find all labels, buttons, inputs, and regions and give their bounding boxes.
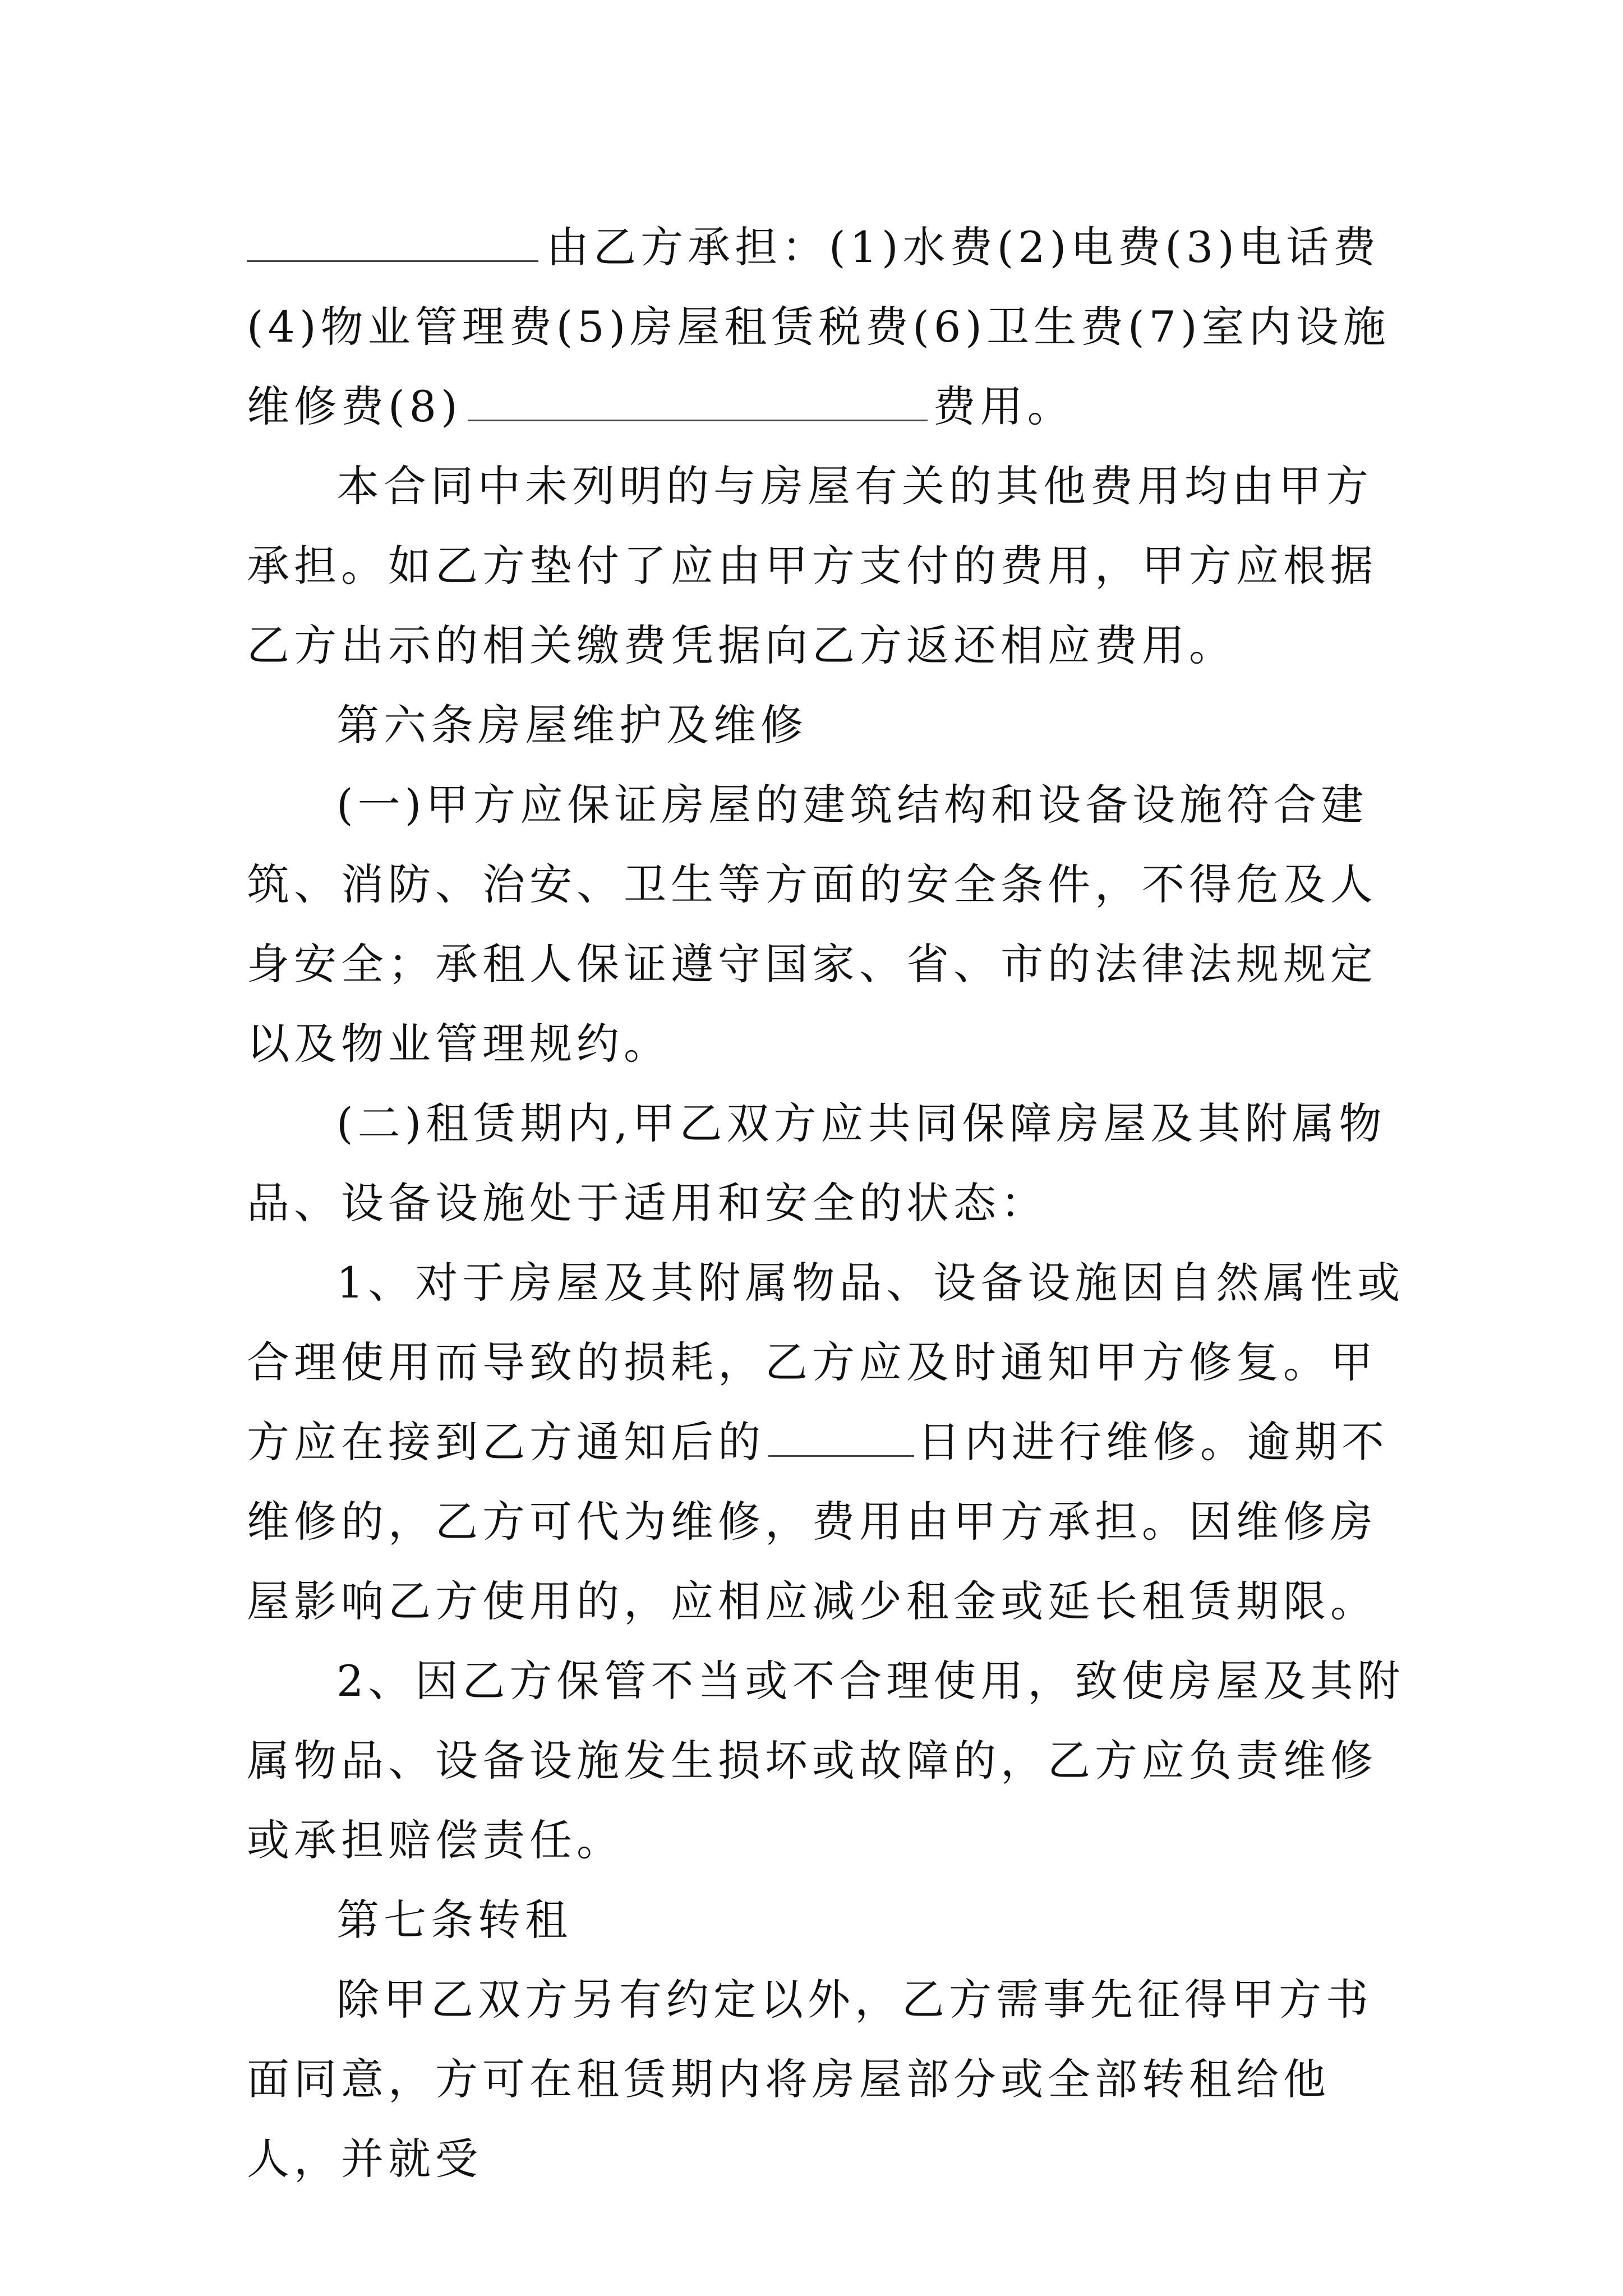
item-1-text-b: 日内进行维修。逾期不维修的，乙方可代为维修，费用由甲方承担。因维修房屋影响乙方使用的，应相应减少租金或延长租赁期限。	[247, 1417, 1389, 1626]
paragraph-article-6-item-2: 2、因乙方保管不当或不合理使用，致使房屋及其附属物品、设备设施发生损坏或故障的，乙方应负责维修或承担赔偿责任。	[247, 1656, 1405, 1865]
paragraph-other-fees: 本合同中未列明的与房屋有关的其他费用均由甲方承担。如乙方垫付了应由甲方支付的费用，甲方应根据乙方出示的相关缴费凭据向乙方返还相应费用。	[247, 461, 1377, 670]
paragraph-article-6-clause-1: (一)甲方应保证房屋的建筑结构和设备设施符合建筑、消防、治安、卫生等方面的安全条件，不得危及人身安全；承租人保证遵守国家、省、市的法律法规规定以及物业管理规约。	[247, 780, 1377, 1069]
paragraph-fees	[247, 208, 1419, 447]
fill-blank-other-fee	[468, 385, 928, 421]
document-page	[247, 208, 1419, 2199]
heading-article-7: 第七条转租	[336, 1895, 572, 1945]
fees-tail: 费用。	[933, 381, 1075, 431]
item-1-text-a: 1、对于房屋及其附属物品、设备设施因自然属性或合理使用而导致的损耗，乙方应及时通知甲方修复。甲方应在接到乙方通知后的	[247, 1258, 1405, 1467]
fill-blank-repair-days	[768, 1420, 914, 1457]
fill-blank-fee-party	[247, 226, 538, 262]
fees-text: 由乙方承担：(1)水费(2)电费(3)电话费(4)物业管理费(5)房屋租赁税费(6)卫生费(7)室内设施维修费(8)	[247, 222, 1390, 431]
paragraph-article-6-clause-2: (二)租赁期内,甲乙双方应共同保障房屋及其附属物品、设备设施处于适用和安全的状态：	[247, 1098, 1386, 1228]
paragraph-article-6-item-1	[247, 1243, 1419, 1641]
paragraph-article-7: 除甲乙双方另有约定以外，乙方需事先征得甲方书面同意，方可在租赁期内将房屋部分或全部转租给他人，并就受	[247, 1975, 1373, 2184]
heading-article-6: 第六条房屋维护及维修	[336, 700, 808, 750]
